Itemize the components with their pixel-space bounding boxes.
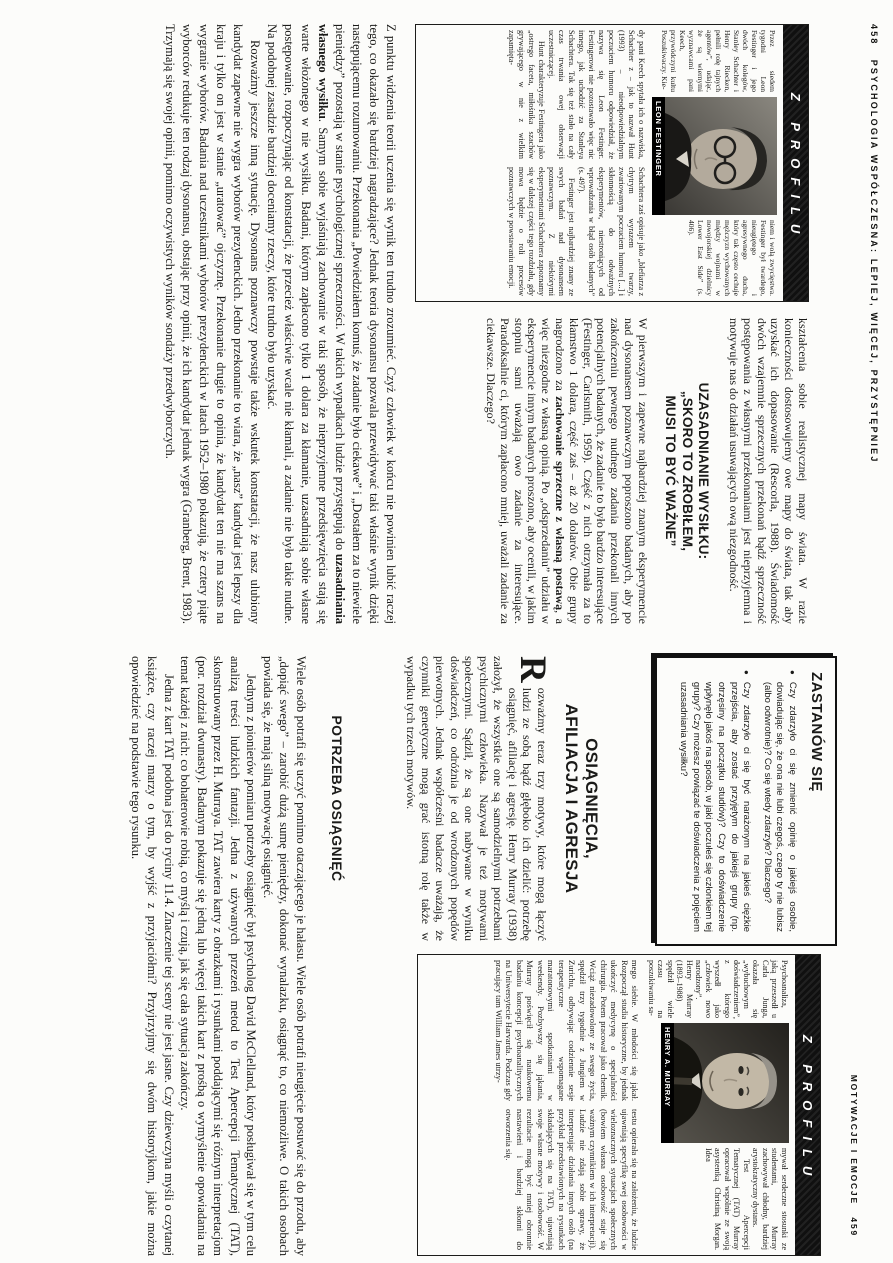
think-box: [655, 656, 837, 946]
heading-achievements-line-2: AFILIACJA I AGRESJA: [562, 703, 581, 894]
paragraph-mcclelland: Jednym z pionierów pomiaru potrzeby osiągnięć był psycholog David McClelland, który posługiwał się w tym celu analizą treści ludzkich fantazji. Jedna z używanych przezeń metod to Test Apercepcji Tematycznej (TAT), skonstruowany przez H. Murraya. TAT zawiera karty z obrazkami i rysunkami poddającymi się różnym interpretacjom (por. rozdział dwunasty). Badanym pokazuje się jedną lub więcej takich kart z prośbą o wymyślenie opowiadania na temat każdej z nich: co bohaterowie robią, co myślą i czują, jak się cała sytuacja zakończy.: [178, 656, 259, 1256]
profile-box-photo-row: [644, 955, 796, 1255]
bottom-paragraphs-458: [161, 24, 399, 624]
murray-col-left: mego siebie. W młodości się jąkał. Rozpoczął studia historyczne, by jednak ukończyć medycynę o specjalności chirurgia. Potem pracował jako chemik. Wciąż niezadowolony ze swego życia, spędził trzy tygodnie z Jungiem w Zurichu, odbywając codziennie sesje terapeutyczne wspomagane maratonowymi spotkaniami w weekendy. Pozbywszy się jąkania, Murray poświęcił się naukowemu badaniu koncepcji psychoanalitycznych na Uniwersytecie Harvarda. Podczas gdy pracujący tam William James utrzy-: [494, 960, 641, 1101]
paragraph-experiment: W pierwszym i zapewne najbardziej znanym eksperymencie nad dysonansem poznawczym poproszono badanych, aby po zakończeniu pewnego nudnego zadania przekonali innych potencjalnych badanych, że zadanie to było bardzo interesujące (Festinger, Carlsmith, 1959). Część z nich otrzymała za to kłamstwo 1 dolara, część zaś – aż 20 dolarów. Obie grupy nagrodzono za zachowanie sprzeczne z własną postawą, a więc niezgodne z własną opinią. Po „odsprzedaniu” udziału w eksperymencie innym badanych proszono, aby ocenili, w jakim stopniu sami uważają owo zadanie za interesujące. Paradoksalnie ci, którym zapłacono mniej, uważali zadanie za ciekawsze. Dlaczego?: [483, 318, 650, 624]
think-bullet-2-text: Czy zdarzyło ci się być narażonym na jakieś ciężkie przejścia, aby zostać przyjętym do jakiejś grupy (np. otrzęsiny na początku studiów)? Czy to doświadczenie wpłynęło jakoś na sposób, w jaki poczułeś się członkiem tej grupy? Czy możesz powiązać te doświadczenia z pojęciem uzasadniania wysiłku?: [678, 681, 753, 932]
paragraph-motives: [404, 656, 553, 941]
page-459-sheet: [0, 648, 893, 1263]
paragraph-election: Rozważmy jeszcze inną sytuację. Dysonans poznawczy powstaje także wskutek konstatacji, że nasz ulubiony kandydat zapewne nie wygra wyborów prezydenckich. Jedno przekonanie to wiara, że „nasz” kandydat jest lepszy dla kraju i tylko on jest w stanie „uratować” ojczyznę. Przekonanie drugie to opinia, że kandydat ten nie ma szans na wygranie wyborów. Badania nad uczestnikami wyborów prezydenckich w latach 1952–1980 pokazują, że cztery piąte wyborców redukuje ten rodzaj dysonansu, obstając przy opinii, że ich kandydat jednak wygra (Granberg, Brent, 1983). Trzymają się swojej opinii, pomimo oczywistych wyników sondaży przedwyborczych.: [163, 24, 262, 624]
murray-photo-block: [647, 1023, 790, 1143]
think-box-title: ZASTANÓW SIĘ: [808, 672, 825, 792]
profile-box-photo-row: [649, 25, 783, 301]
festinger-photo: [665, 97, 777, 215]
profile-col-narrow-left: Przez siedem tygodni Leon Festinger i jego dwóch kolegów, Stanley Schachter i Henry Riecken, pełnili rolę tajnych agentów”, udając, że są wiernymi wyznawcami pani Keech, przywódczyni kultu Poszukiwaczy. Kie-: [660, 30, 777, 92]
section-heading: [662, 322, 712, 620]
profile-box-festinger: [415, 24, 809, 302]
section-heading-line-2: „SKORO TO ZROBIŁEM,: [679, 390, 695, 552]
profile-box-header: Z PROFILU: [795, 955, 820, 1255]
murray-caption: HENRY A. MURRAY: [661, 1023, 674, 1143]
murray-col-narrow-right: mywał serdeczne stosunki ze studentami, Murray zachowywał chłodny, bardziej arystokratyczny dystans. Test Apercepcji Tematycznej (TAT) Murray opracował wspólnie ze swoją asystentką Christiną Morgan. Idea: [704, 1148, 789, 1250]
murray-col-right: testu opierała się na założeniu, że ludzie ujawniają specyfikę swej osobowości w wieloznacznych sytuacjach społecznych (bowiem własna osobowość staje się ważnym czynnikiem w ich interpretacji). Ludzie nie zdają sobie sprawy, że interpretując działania innych osób (na przykład przedstawionych na rysunkach składających się na TAT), ujawniają swoje własne motywy i osobowość. W rezultacie mogą być mniej obronnie nastawieni i bardziej skłonni do otworzenia się.: [504, 1109, 641, 1250]
running-head-verso: 458 PSYCHOLOGIA WSPÓŁCZESNA: LEPIEJ, WIĘCEJ, PRZYSTĘPNIEJ: [869, 24, 879, 464]
section-heading-line-1: UZASADNIANIE WYSIŁKU:: [696, 382, 712, 560]
bottom-paragraphs-459: [128, 656, 310, 1256]
paragraph-noise: Wiele osób potrafi się uczyć pomimo otaczającego je hałasu. Wiele osób potrafi nieugięcie posuwać się do przodu, aby „dopiąć swego” – zarobić dużą sumę pieniędzy, dokonać wynalazku, osiągnąć to, co niemożliwe. O takich osobach powiada się, że mają silną motywację osiągnięć.: [261, 656, 308, 1256]
profile-col-right: Schachtera zaś opisuje jako „blefiarza z chytrym wyrazem twarzy, zwariowanym poczuciem humoru [...] i skłonnością do odważnych eksperymentów, niestroniących od wprowadzania w błąd osób badanych” (s. 497). Festinger jest najbardziej znany ze swych badań nad dysonansem poznawczym. Z niektórymi eksperymentami Schachtera zapoznamy się w dalszej części tego rozdziału, gdy mowa będzie o roli procesów poznawczych w powstawaniu emocji.: [507, 167, 646, 296]
profile-col-left: dy pani Keech spytała ich o nazwiska, Schachter z – jak to nazwał Hunt (1993) – nieodpowiedzialnym poczuciem humoru odpowiedział, że nazywa się Leon Festinger. Festingerowi nie pozostawało więc nic innego, jak uchodzić za Stanleya Schachtera. Tak się też stało na cały czas trwania owej obserwacji uczestniczącej. Hunt charakteryzuje Festingera jako „ostrego faceta, miłośnika szachów grywającego w nie z wielkim zapamięta-: [507, 30, 646, 159]
page-459: [0, 648, 893, 1263]
heading-need-achievement: POTRZEBA OSIĄGNIĘĆ: [329, 715, 345, 882]
festinger-photo-block: [652, 97, 777, 215]
bullet-icon: ●: [742, 670, 752, 675]
profile-box-columns: [488, 955, 644, 1255]
profile-box-columns: [500, 25, 649, 301]
running-head-recto: MOTYWACJE I EMOCJE 459: [849, 1074, 859, 1237]
murray-photo: [674, 1023, 789, 1143]
paragraph-motives-text: ozważmy teraz trzy motywy, które mogą łączyć ludzi ze sobą bądź głęboko ich dzielić: potrzebę osiągnięć, afiliację i agresję. Henry Murray (1938) założył, że wszystkie one są samodzielnymi potrzebami psychicznymi człowieka. Nazywał je też motywami społecznymi. Sądził, że są one nabywane w wyniku doświadczeń, co odróżnia je od wrodzonych popędów pierwotnych. Jednak współcześni badacze uważają, że czynniki genetyczne mogą grać istotną rolę także w wypadku tych trzech motywów.: [404, 656, 549, 941]
think-bullet-1: [760, 670, 798, 932]
paragraph-dissonance: Z punktu widzenia teorii uczenia się wynik ten trudno zrozumieć. Czyż człowiek w końcu nie powinien lubić raczej tego, co okazało się bardziej nagradzające? Jednak teoria dysonansu pozwala przewidywać taki właśnie wynik dzięki następującemu rozumowaniu. Przekonania „Powiedziałem komuś, że zadanie było ciekawe” i „Dostałem za to niewiele pieniędzy” pozostają w stanie psychologicznej sprzeczności. W takich wypadkach ludzie przystępują do uzasadniania własnego wysiłku. Samym sobie wyjaśniają zachowanie w taki sposób, że nieprzyjemne przedsięwzięcia stają się warte włożonego w nie wysiłku. Badani, którym zapłacono tylko 1 dolara za kłamanie, uzasadniają sobie własne postępowanie, rozpoczynając od konstatacji, że przecież właściwie wcale nie kłamali, a zadanie nie było takie nudne. Na podobnej zasadzie bardziej doceniamy rzeczy, które trudno było uzyskać.: [265, 24, 398, 624]
profile-col-narrow-right: niem i wolą zwycięstwa. Festinger był twardego, nieugiętego i agresywnego ducha, który tak często cechuje mężczyzn wychowanych między wojnami w nowojorskiej dzielnicy Lower East Side” (s. 406).: [687, 220, 777, 296]
festinger-caption: LEON FESTINGER: [652, 97, 665, 215]
murray-col-narrow-left: Psychoanaliza, jaką przeszedł u Carla Junga, okazała się „wybuchowym doświadczeniem”, z którego wyszedł jako „człowiek nowo narodzony”. Henry Murray (1893–1988) spędził wiele czasu na poszukiwaniu sa-: [647, 960, 789, 1019]
paragraph-tat-card: Jedna z kart TAT podobna jest do ryciny 11.4. Znaczenie tej sceny nie jest jasne. Czy dziewczyna myśli o czytanej książce, czy raczej marzy o tym, by wyjść z przyjaciółmi? Przyjrzyjmy się dwóm historyjkom, jakie można opowiedzieć na podstawie tego rysunku.: [129, 656, 176, 1256]
think-bullet-1-text: Czy zdarzyło ci się zmienić opinię o jakiejś osobie, dowiadując się, że ona nie lubi czegoś, czego ty nie lubisz (albo odwrotnie)? Co się wtedy zdarzyło? Dlaczego?: [761, 681, 798, 932]
heading-achievements: [561, 656, 601, 941]
heading-achievements-line-1: OSIĄGNIĘCIA,: [582, 738, 601, 859]
section-heading-line-3: MUSI TO BYĆ WAŻNE”: [663, 395, 679, 547]
profile-box-murray: [417, 954, 821, 1256]
bullet-icon: ●: [788, 670, 797, 675]
profile-box-header: Z PROFILU: [783, 25, 808, 301]
think-bullet-2: [677, 670, 753, 932]
column-right-458: [483, 318, 809, 624]
intro-paragraph: kształcenia sobie realistycznej mapy świata. W razie konieczności dostosowujemy owe mapy do świata, tak aby uzyskać ich dopasowanie (Rescorla, 1988). Świadomość dwóch wzajemnie sprzecznych przekonań bądź sprzeczność postępowania z własnymi przekonaniami jest nieprzyjemna i motywuje nas do działań usuwających ową niezgodność.: [727, 318, 810, 624]
dropcap-letter: R: [512, 656, 553, 683]
